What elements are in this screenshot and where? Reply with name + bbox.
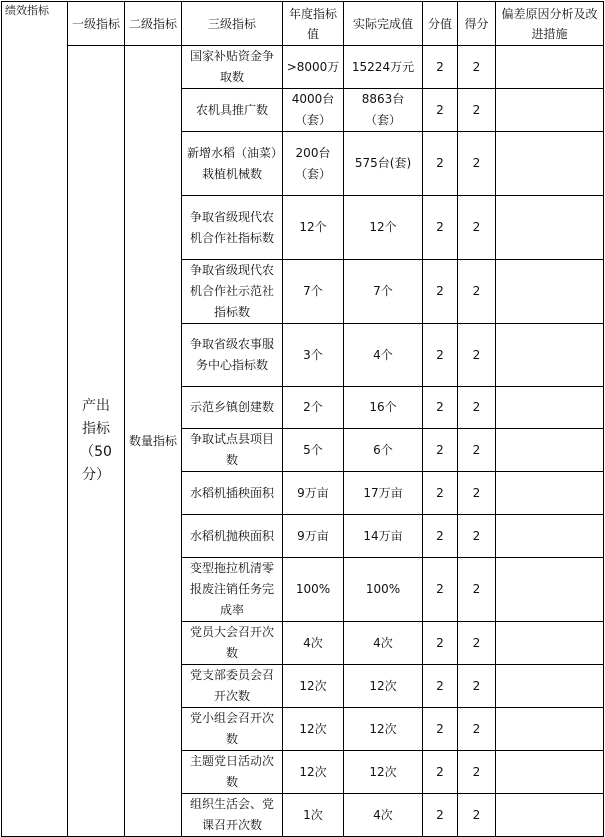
obtained-score: 2 [458,429,496,472]
target-value: 4000台（套） [283,89,344,132]
indicator-name: 争取省级农事服务中心指标数 [182,324,283,387]
indicator-name: 农机具推广数 [182,89,283,132]
actual-value: 17万亩 [344,472,423,515]
deviation-note [496,89,604,132]
target-value: 4次 [283,622,344,665]
deviation-note [496,794,604,837]
deviation-note [496,387,604,429]
actual-value: 16个 [344,387,423,429]
deviation-note [496,515,604,558]
full-score: 2 [423,387,458,429]
actual-value: 12次 [344,751,423,794]
header-level2: 二级指标 [125,2,182,46]
deviation-note [496,665,604,708]
actual-value: 12次 [344,665,423,708]
target-value: 5个 [283,429,344,472]
deviation-note [496,132,604,196]
performance-indicator-table [1,1,604,837]
obtained-score: 2 [458,46,496,89]
target-value: 12次 [283,665,344,708]
full-score: 2 [423,429,458,472]
indicator-name: 示范乡镇创建数 [182,387,283,429]
target-value: 200台（套） [283,132,344,196]
deviation-note [496,708,604,751]
obtained-score: 2 [458,751,496,794]
obtained-score: 2 [458,260,496,324]
header-target: 年度指标值 [283,2,344,46]
obtained-score: 2 [458,196,496,260]
deviation-note [496,472,604,515]
actual-value: 575台(套) [344,132,423,196]
target-value: 100% [283,558,344,622]
deviation-note [496,622,604,665]
obtained-score: 2 [458,132,496,196]
full-score: 2 [423,708,458,751]
indicator-name: 组织生活会、党课召开次数 [182,794,283,837]
indicator-name: 变型拖拉机清零报废注销任务完成率 [182,558,283,622]
target-value: 12次 [283,708,344,751]
target-value: 9万亩 [283,472,344,515]
actual-value: 12次 [344,708,423,751]
actual-value: 4次 [344,794,423,837]
full-score: 2 [423,751,458,794]
level2-indicator: 数量指标 [125,46,182,837]
obtained-score: 2 [458,708,496,751]
header-row [2,2,604,46]
indicator-name: 国家补贴资金争取数 [182,46,283,89]
deviation-note [496,429,604,472]
actual-value: 4次 [344,622,423,665]
full-score: 2 [423,622,458,665]
full-score: 2 [423,558,458,622]
target-value: 1次 [283,794,344,837]
indicator-name: 党员大会召开次数 [182,622,283,665]
header-actual: 实际完成值 [344,2,423,46]
level1-indicator: 产出指标（50分） [68,46,125,837]
full-score: 2 [423,46,458,89]
indicator-name: 党小组会召开次数 [182,708,283,751]
full-score: 2 [423,260,458,324]
obtained-score: 2 [458,794,496,837]
obtained-score: 2 [458,558,496,622]
obtained-score: 2 [458,324,496,387]
side-label: 绩效指标 [5,4,49,17]
indicator-name: 争取试点县项目数 [182,429,283,472]
actual-value: 15224万元 [344,46,423,89]
obtained-score: 2 [458,387,496,429]
header-score-full: 分值 [423,2,458,46]
indicator-name: 新增水稻（油菜）栽植机械数 [182,132,283,196]
actual-value: 6个 [344,429,423,472]
indicator-name: 主题党日活动次数 [182,751,283,794]
obtained-score: 2 [458,665,496,708]
header-deviation: 偏差原因分析及改进措施 [496,2,604,46]
actual-value: 14万亩 [344,515,423,558]
side-label-cell [2,2,68,837]
full-score: 2 [423,665,458,708]
obtained-score: 2 [458,622,496,665]
full-score: 2 [423,515,458,558]
target-value: 9万亩 [283,515,344,558]
actual-value: 7个 [344,260,423,324]
target-value: 12次 [283,751,344,794]
full-score: 2 [423,324,458,387]
deviation-note [496,260,604,324]
target-value: 3个 [283,324,344,387]
header-level1: 一级指标 [68,2,125,46]
indicator-name: 争取省级现代农机合作社示范社指标数 [182,260,283,324]
obtained-score: 2 [458,515,496,558]
full-score: 2 [423,89,458,132]
obtained-score: 2 [458,89,496,132]
actual-value: 12个 [344,196,423,260]
target-value: >8000万 [283,46,344,89]
indicator-name: 水稻机抛秧面积 [182,515,283,558]
indicator-name: 水稻机插秧面积 [182,472,283,515]
deviation-note [496,751,604,794]
header-level3: 三级指标 [182,2,283,46]
indicator-name: 党支部委员会召开次数 [182,665,283,708]
target-value: 2个 [283,387,344,429]
header-score-got: 得分 [458,2,496,46]
full-score: 2 [423,132,458,196]
deviation-note [496,558,604,622]
actual-value: 8863台（套） [344,89,423,132]
deviation-note [496,324,604,387]
table-row [2,46,604,89]
deviation-note [496,196,604,260]
actual-value: 100% [344,558,423,622]
target-value: 12个 [283,196,344,260]
target-value: 7个 [283,260,344,324]
full-score: 2 [423,196,458,260]
full-score: 2 [423,794,458,837]
indicator-name: 争取省级现代农机合作社指标数 [182,196,283,260]
obtained-score: 2 [458,472,496,515]
deviation-note [496,46,604,89]
full-score: 2 [423,472,458,515]
actual-value: 4个 [344,324,423,387]
